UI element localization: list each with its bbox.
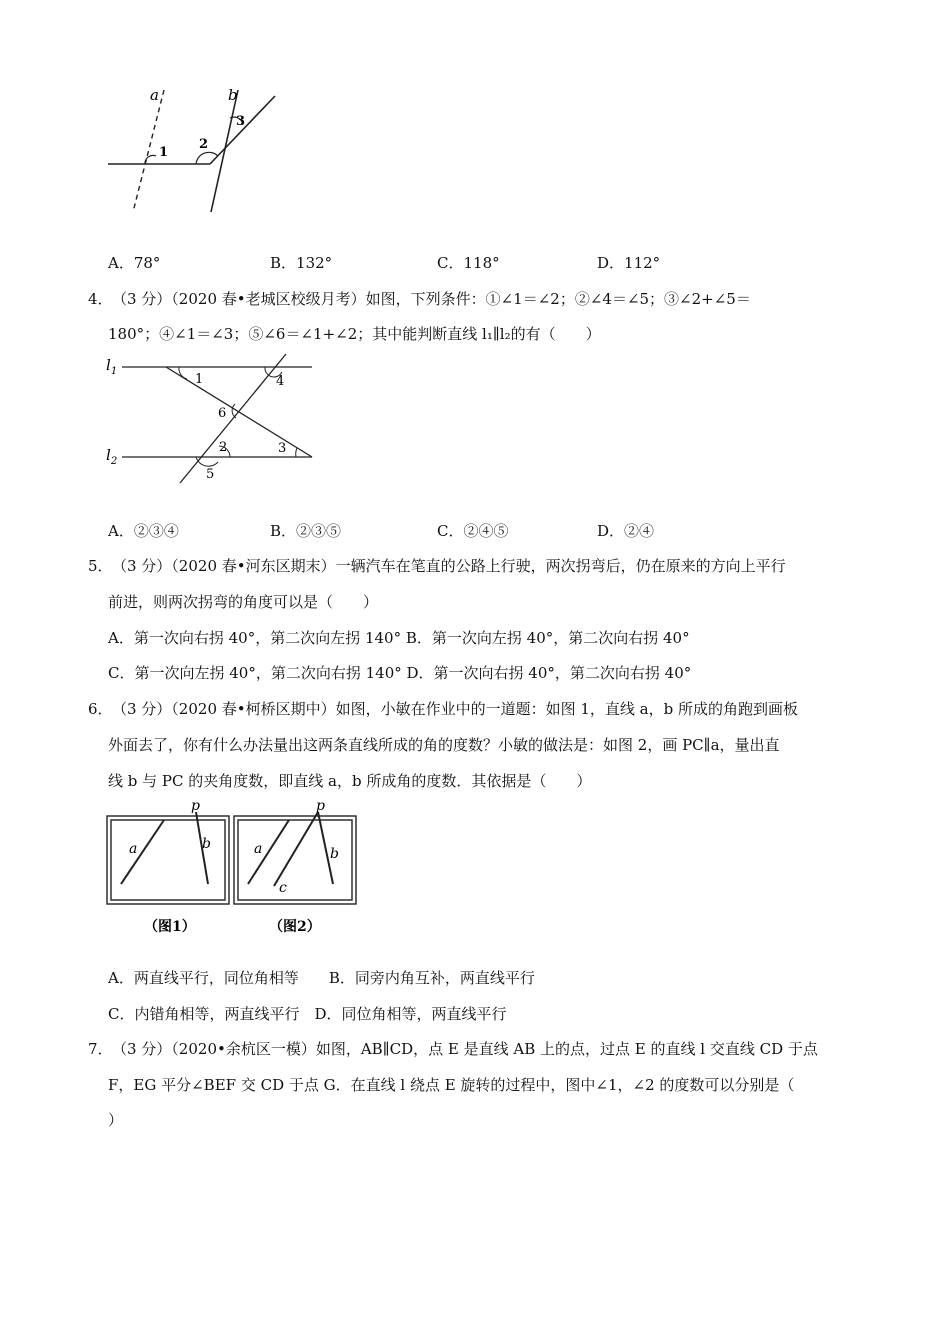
q6-stem-line1: （3 分）（2020 春•柯桥区期中）如图，小敏在作业中的一道题：如图 1，直线 a，b 所成的角跑到画板 (112, 700, 798, 718)
q6-number: 6． (88, 700, 113, 718)
fig2-caption: （图2） (269, 919, 321, 935)
q7-stem-line3: ） (108, 1111, 124, 1129)
fig2-label-b: b (330, 846, 339, 862)
q4-angle-5: 5 (206, 467, 215, 482)
q5-options-cd: C．第一次向左拐 40°，第二次向右拐 140° D．第一次向右拐 40°，第二次向右拐 40° (108, 664, 692, 682)
q4-angle-1: 1 (195, 372, 204, 387)
q4-angle-2: 2 (219, 440, 228, 455)
q3-label-1: 1 (159, 145, 169, 160)
q3-label-a: a (150, 86, 159, 104)
q4-angle-4: 4 (276, 374, 285, 389)
q3-option-b: B．132° (270, 254, 333, 272)
q5-options-ab: A．第一次向右拐 40°，第二次向左拐 140° B．第一次向左拐 40°，第二次向右拐 40° (108, 629, 690, 647)
q4-angle-3: 3 (278, 441, 287, 456)
q6-options-cd: C．内错角相等，两直线平行 D．同位角相等，两直线平行 (108, 1005, 507, 1023)
q3-option-d: D．112° (597, 254, 661, 272)
q4-number: 4． (88, 290, 113, 308)
fig2-label-p: p (316, 798, 325, 814)
q4-option-c: C．②④⑤ (437, 522, 509, 540)
q6-figure (104, 796, 360, 942)
q5-stem-line2: 前进，则两次拐弯的角度可以是（ ） (108, 593, 379, 611)
q3-figure (100, 80, 290, 220)
q5-number: 5． (88, 557, 113, 575)
q4-label-l2: $l_2$ (106, 446, 118, 467)
q7-number: 7． (88, 1040, 113, 1058)
q7-stem-line1: （3 分）（2020•余杭区一模）如图，AB∥CD，点 E 是直线 AB 上的点，过点 E 的直线 l 交直线 CD 于点 (112, 1040, 818, 1058)
q5-stem-line1: （3 分）（2020 春•河东区期末）一辆汽车在笔直的公路上行驶，两次拐弯后，仍在原来的方向上平行 (112, 557, 786, 575)
q4-option-b: B．②③⑤ (270, 522, 342, 540)
q3-label-2: 2 (199, 137, 209, 152)
q4-label-l1: $l_1$ (106, 356, 118, 377)
q3-option-c: C．118° (437, 254, 500, 272)
q4-option-a: A．②③④ (108, 522, 179, 540)
q6-stem-line3: 线 b 与 PC 的夹角度数，即直线 a，b 所成角的度数．其依据是（ ） (108, 772, 592, 790)
fig1-label-p: p (191, 798, 200, 814)
q6-options-ab: A．两直线平行，同位角相等 B．同旁内角互补，两直线平行 (108, 969, 535, 987)
fig1-caption: （图1） (144, 919, 196, 935)
q4-option-d: D．②④ (597, 522, 655, 540)
fig1-label-a: a (129, 841, 138, 857)
q4-figure (100, 350, 320, 490)
fig2-label-a: a (254, 841, 263, 857)
q7-stem-line2: F，EG 平分∠BEF 交 CD 于点 G．在直线 l 绕点 E 旋转的过程中，图中∠1，∠2 的度数可以分别是（ (108, 1076, 795, 1094)
q4-angle-6: 6 (218, 406, 227, 421)
fig1-label-b: b (202, 836, 211, 852)
q3-label-3: 3 (236, 114, 246, 129)
q3-option-a: A．78° (108, 254, 161, 272)
q4-stem-line1: （3 分）（2020 春•老城区校级月考）如图，下列条件：①∠1＝∠2；②∠4＝∠5；③∠2+∠5＝ (112, 290, 751, 308)
fig2-label-c: c (279, 880, 287, 896)
q6-stem-line2: 外面去了，你有什么办法量出这两条直线所成的角的度数？小敏的做法是：如图 2，画 PC∥a，量出直 (108, 736, 780, 754)
q4-stem-line2: 180°；④∠1＝∠3；⑤∠6＝∠1+∠2；其中能判断直线 l₁∥l₂的有（ ） (108, 325, 601, 343)
q3-label-b: b (228, 86, 238, 104)
